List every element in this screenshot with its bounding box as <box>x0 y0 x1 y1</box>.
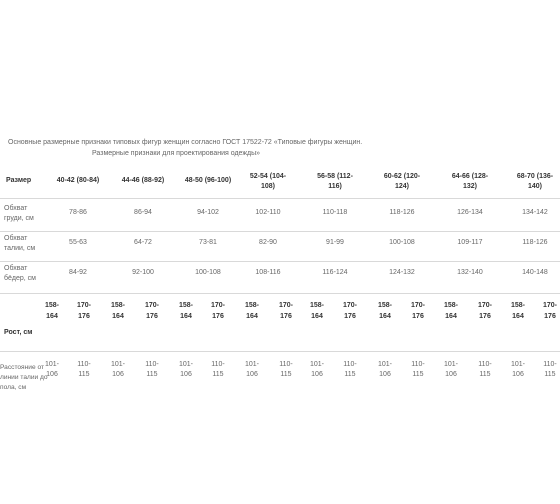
height-cell: 170- 176 <box>542 302 557 320</box>
size-header: 44-46 (88-92) <box>121 177 165 184</box>
table-cell: 108-116 <box>255 269 281 276</box>
distance-cell: 101- 106 <box>244 361 259 378</box>
table-cell: 86-94 <box>134 209 152 216</box>
table-cell: 92-100 <box>132 269 154 276</box>
height-cell: 170- 176 <box>278 302 293 320</box>
table-cell: 78-86 <box>69 209 87 216</box>
size-header: 60-62 (120-124) <box>383 173 421 190</box>
table-cell: 55-63 <box>69 239 87 246</box>
distance-cell: 110- 115 <box>279 361 293 378</box>
distance-cell: 101- 106 <box>510 361 525 378</box>
table-cell: 91-99 <box>326 239 344 246</box>
size-header: 64-66 (128-132) <box>451 173 489 190</box>
height-cell: 158- 164 <box>377 302 392 320</box>
distance-cell: 101- 106 <box>377 361 392 378</box>
table-cell: 118-126 <box>389 209 415 216</box>
table-cell: 140-148 <box>522 269 548 276</box>
height-cell: 170- 176 <box>477 302 492 320</box>
table-cell: 110-118 <box>322 209 348 216</box>
table-cell: 100-108 <box>195 269 221 276</box>
row-label: Обхват бёдер, см <box>4 265 36 282</box>
distance-cell: 101- 106 <box>309 361 324 378</box>
distance-label: Расстояние от линии талии до пола, см <box>0 364 48 391</box>
header-label: Размер <box>6 177 32 184</box>
height-cell: 170- 176 <box>342 302 357 320</box>
table-cell: 102-110 <box>255 209 281 216</box>
height-cell: 158- 164 <box>44 302 59 320</box>
table-cell: 64-72 <box>134 239 152 246</box>
table-cell: 94-102 <box>197 209 219 216</box>
divider <box>0 198 560 199</box>
table-cell: 84-92 <box>69 269 87 276</box>
distance-cell: 101- 106 <box>110 361 125 378</box>
height-cell: 158- 164 <box>178 302 193 320</box>
table-cell: 73-81 <box>199 239 217 246</box>
row-label: Обхват груди, см <box>4 205 34 222</box>
size-header: 68-70 (136-140) <box>516 173 554 190</box>
caption-line-2: Размерные признаки для проектирования одежды» <box>92 150 261 157</box>
table-cell: 116-124 <box>322 269 348 276</box>
table-cell: 100-108 <box>389 239 415 246</box>
table-cell: 132-140 <box>457 269 483 276</box>
distance-cell: 101- 106 <box>443 361 458 378</box>
table-cell: 82-90 <box>259 239 277 246</box>
distance-cell: 101- 106 <box>178 361 193 378</box>
height-cell: 170- 176 <box>144 302 159 320</box>
height-cell: 170- 176 <box>410 302 425 320</box>
height-label: Рост, см <box>4 329 33 336</box>
height-cell: 170- 176 <box>76 302 91 320</box>
height-cell: 158- 164 <box>110 302 125 320</box>
table-cell: 124-132 <box>389 269 415 276</box>
size-header: 48-50 (96-100) <box>184 177 232 184</box>
height-cell: 158- 164 <box>510 302 525 320</box>
height-cell: 158- 164 <box>244 302 259 320</box>
divider <box>0 351 560 352</box>
height-cell: 170- 176 <box>210 302 225 320</box>
distance-cell: 110- 115 <box>543 361 557 378</box>
caption-line-1: Основные размерные признаки типовых фигур женщин согласно ГОСТ 17522-72 «Типовые фигуры женщин. <box>8 139 363 146</box>
size-header: 52-54 (104-108) <box>249 173 287 190</box>
distance-cell: 110- 115 <box>343 361 357 378</box>
table-cell: 126-134 <box>457 209 483 216</box>
divider <box>0 293 560 294</box>
size-header: 56-58 (112-116) <box>317 173 353 190</box>
divider <box>0 231 560 232</box>
distance-cell: 110- 115 <box>211 361 225 378</box>
size-header: 40-42 (80-84) <box>56 177 100 184</box>
distance-cell: 110- 115 <box>145 361 159 378</box>
row-label: Обхват талии, см <box>4 235 36 252</box>
distance-cell: 110- 115 <box>478 361 492 378</box>
distance-cell: 101- 106 <box>44 361 59 378</box>
height-cell: 158- 164 <box>443 302 458 320</box>
distance-cell: 110- 115 <box>411 361 425 378</box>
table-cell: 118-126 <box>522 239 548 246</box>
height-cell: 158- 164 <box>309 302 324 320</box>
table-cell: 134-142 <box>522 209 548 216</box>
distance-cell: 110- 115 <box>77 361 91 378</box>
table-cell: 109-117 <box>457 239 483 246</box>
divider <box>0 261 560 262</box>
